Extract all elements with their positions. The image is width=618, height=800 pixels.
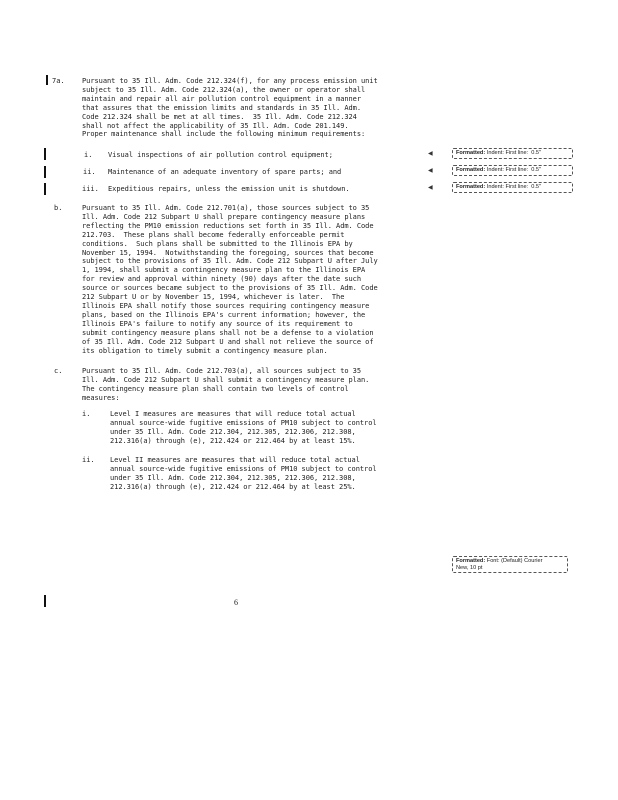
formatting-comment-4[interactable] [452,556,568,573]
comment-text: Font: (Default) Courier New, 10 pt [456,558,543,571]
section-c-item-1-num: i. [82,410,91,418]
section-b-label: b. [54,204,63,212]
section-a-item-1-num: i. [84,151,93,159]
section-a-item-2-text: Maintenance of an adequate inventory of spare parts; and [108,168,342,176]
section-b-text: Pursuant to 35 Ill. Adm. Code 212.701(a), those sources subject to 35 Ill. Adm. Code 212 Subpart U shall prepare contingency measure plans reflecting the PM10 emission reductions set forth in 35 Ill. Adm. Code 212.703. These plans shall become federally enforceable permit conditions. Such plans shall be submitted to the Illinois EPA by November 15, 1994. Notwithstanding the foregoing, sources that become subject to the provisions of 35 Ill. Adm. Code 212 Subpart U after July 1, 1994, shall submit a contingency measure plan to the Illinois EPA for review and approval within ninety (90) days after the date such source or sources became subject to the provisions of 35 Ill. Adm. Code 212 Subpart U or by November 15, 1994, whichever is later. The Illinois EPA shall notify those sources requiring contingency measure plans, based on the Illinois EPA's current information; however, the Illinois EPA's failure to notify any source of its requirement to submit contingency measure plans shall not be a defense to a violation of 35 Ill. Adm. Code 212 Subpart U and shall not relieve the source of its obligation to timely submit a contingency measure plan. [82,204,378,355]
comment-arrow-icon: ◀ [428,150,433,157]
change-bar [44,183,46,195]
comment-label: Formatted: [456,150,486,156]
section-a-item-3-num: iii. [82,185,99,193]
comment-text: Indent: First line: 0.5" [486,150,542,156]
formatting-comment-1[interactable] [452,148,573,159]
section-c-item-2-text: Level II measures are measures that will reduce total actual annual source-wide fugitive emissions of PM10 subject to control under 35 Ill. Adm. Code 212.304, 212.305, 212.306, 212.308, 212.316(a) through (e), 212.424 or 212.464 by at least 25%. [110,456,377,491]
comment-label: Formatted: [456,167,486,173]
comment-label: Formatted: [456,558,486,564]
section-a-item-2-num: ii. [83,168,96,176]
section-c-item-2-num: ii. [82,456,95,464]
section-c-item-1-text: Level I measures are measures that will reduce total actual annual source-wide fugitive emissions of PM10 subject to control under 35 Ill. Adm. Code 212.304, 212.305, 212.306, 212.308, 212.316(a) through (e), 212.424 or 212.464 by at least 15%. [110,410,377,445]
section-c-text: Pursuant to 35 Ill. Adm. Code 212.703(a), all sources subject to 35 Ill. Adm. Code 212 Subpart U shall submit a contingency measure plan. The contingency measure plan shall contain two levels of control measures: [82,367,370,402]
page-number: 6 [234,598,238,607]
section-a-item-3-text: Expeditious repairs, unless the emission unit is shutdown. [108,185,350,193]
section-c-label: c. [54,367,63,375]
change-bar [44,166,46,178]
comment-label: Formatted: [456,184,486,190]
comment-arrow-icon: ◀ [428,167,433,174]
comment-arrow-icon: ◀ [428,184,433,191]
formatting-comment-2[interactable] [452,165,573,176]
section-a-label: 7a. [52,77,65,85]
change-bar [44,595,46,607]
section-a-item-1-text: Visual inspections of air pollution control equipment; [108,151,333,159]
comment-text: Indent: First line: 0.5" [486,167,542,173]
change-bar [46,75,48,85]
formatting-comment-3[interactable] [452,182,573,193]
comment-text: Indent: First line: 0.5" [486,184,542,190]
change-bar [44,148,46,160]
section-a-text: Pursuant to 35 Ill. Adm. Code 212.324(f), for any process emission unit subject to 35 Ill. Adm. Code 212.324(a), the owner or operator shall maintain and repair all air pollution control equipment in a manner that assures that the emission limits and standards in 35 Ill. Adm. Code 212.324 shall be met at all times. 35 Ill. Adm. Code 212.324 shall not affect the applicability of 35 Ill. Adm. Code 201.149. Proper maintenance shall include the following minimum requirements: [82,77,378,139]
